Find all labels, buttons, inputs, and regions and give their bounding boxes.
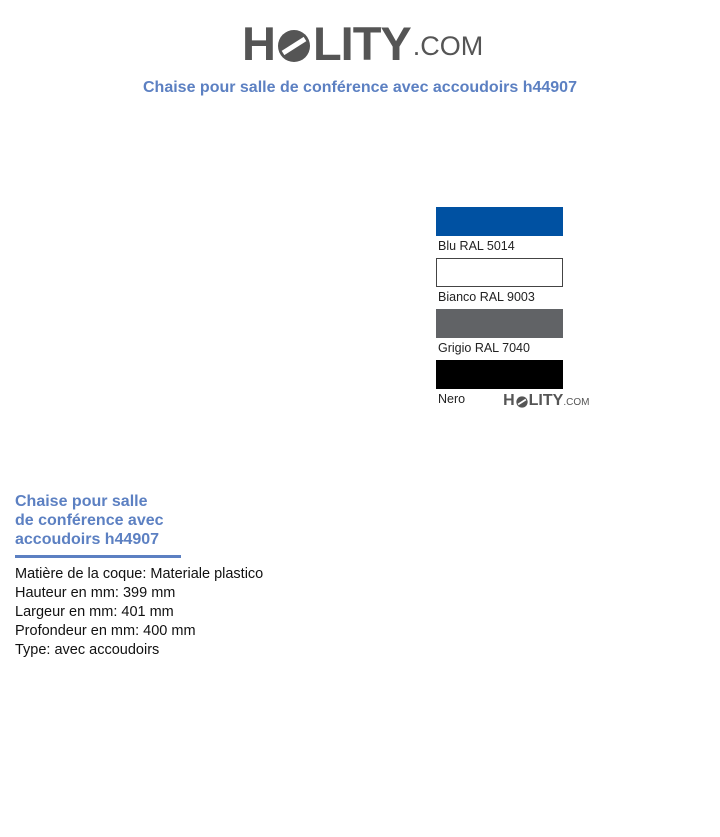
mini-logo-o-icon (516, 396, 528, 408)
logo-domain: .COM (412, 31, 484, 61)
spec-item: Hauteur en mm: 399 mm (15, 585, 176, 601)
details-title-line: Chaise pour salle (15, 493, 148, 510)
details-title (15, 492, 181, 558)
details-title-line: de conférence avec (15, 512, 164, 529)
swatch-nero (436, 360, 563, 389)
color-swatches (436, 207, 590, 411)
product-title: Chaise pour salle de conférence avec accoudoirs h44907 (143, 79, 577, 96)
spec-item: Largeur en mm: 401 mm (15, 604, 174, 620)
spec-item: Profondeur en mm: 400 mm (15, 623, 196, 639)
swatch-blu (436, 207, 563, 236)
holity-mini-logo: H LITY .COM (503, 392, 590, 409)
swatch-label-grigio: Grigio RAL 7040 (438, 341, 530, 355)
details-title-line: accoudoirs h44907 (15, 531, 160, 548)
spec-list (15, 565, 263, 660)
swatch-label-nero: Nero (438, 392, 466, 406)
spec-item: Matière de la coque: Materiale plastico (15, 566, 264, 582)
logo-prefix: H (242, 17, 275, 70)
swatch-bianco (436, 258, 563, 287)
logo-suffix: LITY (312, 17, 411, 70)
swatch-label-blu: Blu RAL 5014 (438, 239, 515, 253)
logo-o-icon (277, 29, 311, 63)
holity-logo (242, 11, 484, 70)
swatch-grigio (436, 309, 563, 338)
spec-item: Type: avec accoudoirs (15, 642, 160, 658)
swatch-label-bianco: Bianco RAL 9003 (438, 290, 535, 304)
